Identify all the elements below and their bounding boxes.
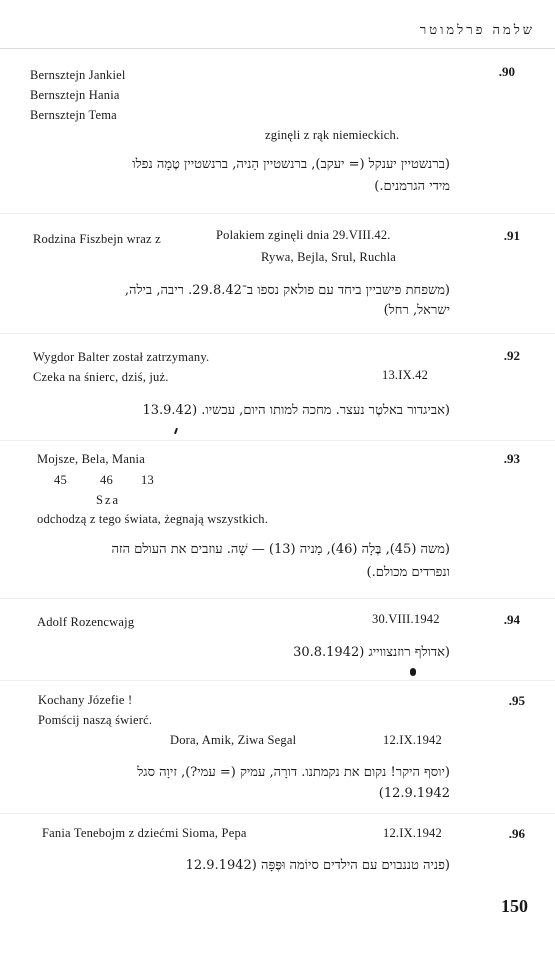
entry-number-95: .95: [508, 693, 525, 708]
entry-90-line-3: Bernsztejn Tema: [30, 108, 117, 122]
entry-92-date: 13.IX.42: [382, 368, 429, 382]
entry-95-line-1: Kochany Józefie !: [38, 693, 133, 707]
entry-93-line-sza: Sza: [96, 493, 121, 507]
entry-94-hebrew-1: (אדולף רוזנצווייג (30.8.1942: [293, 645, 450, 660]
entry-number-94: .94: [503, 612, 520, 627]
entry-91-hebrew-2: ישראל, רחל): [383, 303, 450, 318]
section-divider: [0, 680, 555, 681]
entry-95-date: 12.IX.1942: [383, 733, 442, 747]
entry-91-line-3: Rywa, Bejla, Srul, Ruchla: [261, 250, 397, 264]
entry-number-91: .91: [503, 228, 520, 243]
entry-number-93: .93: [503, 451, 520, 466]
header-rule: [0, 48, 555, 49]
ink-mark: [410, 668, 416, 676]
entry-95-hebrew-2: (12.9.1942: [378, 786, 450, 801]
running-header: שלמה פרלמוטר: [419, 23, 535, 38]
entry-90-hebrew-2: מידי הגרמנים.): [374, 179, 450, 194]
section-divider: [0, 213, 555, 214]
entry-90-line-2: Bernsztejn Hania: [30, 88, 120, 102]
entry-93-hebrew-1: (משה (45), בֶּלָה (46), מַניה (13) — שָׁה. עוזבים את העולם הזה: [111, 542, 450, 557]
entry-93-hebrew-2: ונפרדים מכולם.): [366, 565, 450, 580]
entry-92-hebrew-1: (אביגדור באלטֶר נעצר. מחכה למותו היום, עכשיו. (13.9.42: [142, 403, 450, 418]
entry-95-hebrew-1: (יוסף היקר! נקום את נקמתנו. דורָה, עמיק (= עמי?), זיוָה סגל: [137, 765, 450, 780]
entry-92-line-2: Czeka na śnierc, dziś, już.: [33, 370, 169, 384]
entry-91-line-2: Polakiem zginęli dnia 29.VIII.42.: [216, 228, 391, 242]
entry-number-90: .90: [498, 64, 515, 79]
section-divider: [0, 333, 555, 334]
section-divider: [0, 813, 555, 814]
entry-93-line-1: Mojsze, Bela, Mania: [37, 452, 145, 466]
entry-93-age-1: 45: [54, 473, 67, 487]
entry-90-line-4: zginęli z rąk niemieckich.: [265, 128, 400, 142]
entry-90-hebrew-1: (ברנשטיין יענקל (= יעקב), ברנשטיין הַניה, ברנשטיין טֶמָה נפלו: [132, 157, 450, 172]
entry-91-hebrew-1: (משפחת פישביין ביחד עם פולאק נספו ב־29.8.42. ריבה, בילה,: [124, 283, 450, 298]
section-divider: [0, 440, 555, 441]
entry-90-line-1: Bernsztejn Jankiel: [30, 68, 126, 82]
entry-95-line-2: Pomścij naszą świerć.: [38, 713, 153, 727]
entry-96-hebrew-1: (פניה טננבוים עם הילדים סיוֹמה וּפֶּפָּה (12.9.1942: [185, 858, 450, 873]
entry-number-96: .96: [508, 826, 525, 841]
entry-96-date: 12.IX.1942: [383, 826, 442, 840]
entry-94-date: 30.VIII.1942: [372, 612, 440, 626]
entry-96-line-1: Fania Tenebojm z dziećmi Sioma, Pepa: [42, 826, 247, 840]
entry-93-line-3: odchodzą z tego świata, żegnają wszystkich.: [37, 512, 269, 526]
page-number: 150: [501, 896, 528, 916]
section-divider: [0, 598, 555, 599]
entry-95-line-3: Dora, Amik, Ziwa Segal: [170, 733, 297, 747]
entry-91-line-1: Rodzina Fiszbejn wraz z: [33, 232, 161, 246]
entry-number-92: .92: [503, 348, 520, 363]
entry-93-age-2: 46: [100, 473, 113, 487]
ink-mark: [174, 428, 178, 434]
entry-94-line-1: Adolf Rozencwajg: [37, 615, 135, 629]
entry-93-age-3: 13: [141, 473, 154, 487]
entry-92-line-1: Wygdor Balter został zatrzymany.: [33, 350, 210, 364]
